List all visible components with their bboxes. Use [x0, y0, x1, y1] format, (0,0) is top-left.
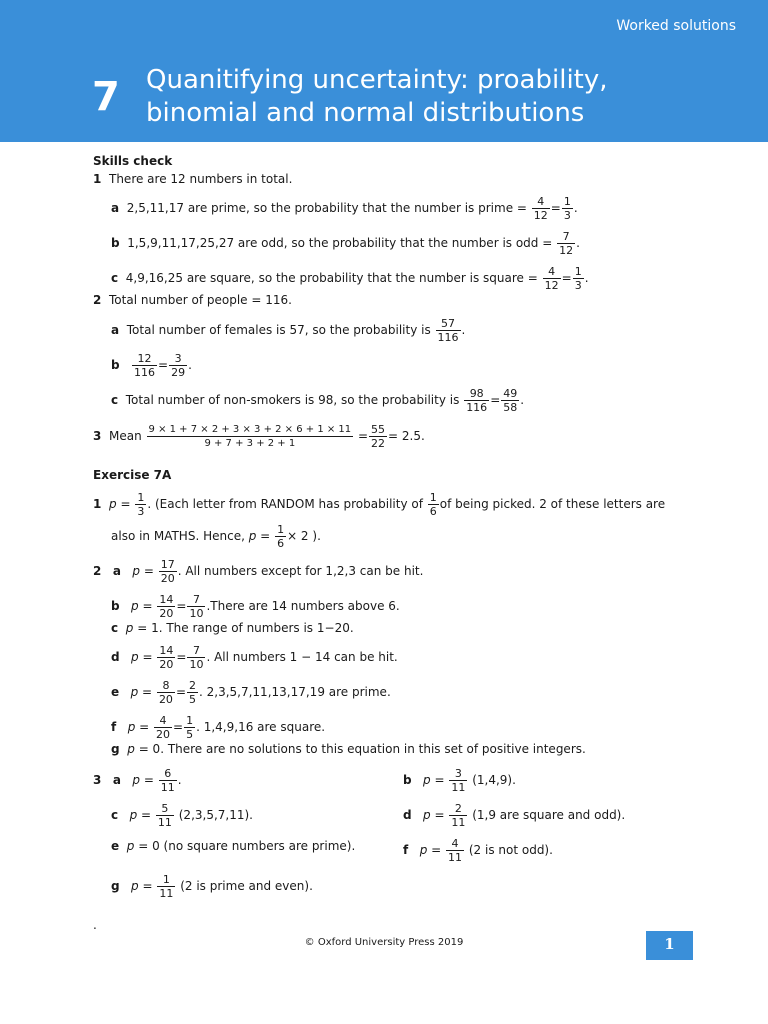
fraction: $\frac{14}{20}$	[159, 593, 174, 620]
ex-q3f: f p = $\frac{4}{11}$ (2 is not odd).	[403, 837, 553, 864]
fraction: $\frac{1}{6}$	[429, 491, 437, 518]
ex-q3e: e p = 0 (no square numbers are prime).	[111, 839, 356, 853]
ex-q1-line2: also in MATHS. Hence, p = $\frac{1}{6}$ × 2 ).	[111, 523, 321, 550]
fraction: $\frac{9 \times 1 + 7 \times 2 + 3 \times 3 + 2 \times 6 + 1 \times 11}{9 + 7 + 3 + 2 + 1}$	[148, 424, 352, 449]
fraction: $\frac{6}{11}$	[160, 767, 175, 794]
skills-q2b: b $\frac{12}{116}$ = $\frac{3}{29}$ .	[111, 352, 192, 379]
fraction: $\frac{7}{10}$	[189, 593, 204, 620]
header-banner	[0, 0, 768, 142]
skills-q2a: a Total number of females is 57, so the probability is $\frac{57}{116}$ .	[111, 317, 466, 344]
page-number: 1	[646, 931, 693, 960]
ex-q3b: b p = $\frac{3}{11}$ (1,4,9).	[403, 767, 516, 794]
ex-q2b: b p = $\frac{14}{20}$ = $\frac{7}{10}$ .There are 14 numbers above 6.	[111, 593, 400, 620]
fraction: $\frac{4}{11}$	[448, 837, 463, 864]
skills-q2: 2 Total number of people = 116.	[93, 293, 292, 307]
ex-q2e: e p = $\frac{8}{20}$ = $\frac{2}{5}$ . 2,3,5,7,11,13,17,19 are prime.	[111, 679, 391, 706]
ex-q3d: d p = $\frac{2}{11}$ (1,9 are square and odd).	[403, 802, 626, 829]
chapter-title	[146, 64, 608, 130]
fraction: $\frac{4}{20}$	[156, 714, 171, 741]
ex-q2d: d p = $\frac{14}{20}$ = $\frac{7}{10}$ . All numbers 1 − 14 can be hit.	[111, 644, 398, 671]
fraction: $\frac{12}{116}$	[134, 352, 156, 379]
fraction: $\frac{8}{20}$	[158, 679, 173, 706]
fraction: $\frac{5}{11}$	[157, 802, 172, 829]
fraction: $\frac{1}{5}$	[186, 714, 194, 741]
ex-q3g: g p = $\frac{1}{11}$ (2 is prime and even).	[111, 873, 313, 900]
fraction: $\frac{1}{3}$	[574, 265, 582, 292]
fraction: $\frac{3}{11}$	[451, 767, 466, 794]
chapter-number: 7	[92, 74, 120, 120]
skills-q1a: a 2,5,11,17 are prime, so the probability that the number is prime = $\frac{4}{12}$ = $\frac{1}{3}$ .	[111, 195, 578, 222]
fraction: $\frac{55}{22}$	[371, 423, 386, 450]
ex-q3c: c p = $\frac{5}{11}$ (2,3,5,7,11).	[111, 802, 253, 829]
ex-q3a: 3 a p = $\frac{6}{11}$ .	[93, 767, 182, 794]
chapter-title-line2: binomial and normal distributions	[146, 98, 585, 128]
skills-heading: Skills check	[93, 154, 173, 168]
fraction: $\frac{1}{3}$	[137, 491, 145, 518]
header-label: Worked solutions	[616, 18, 736, 34]
fraction: $\frac{57}{116}$	[437, 317, 459, 344]
ex-q2c: c p = 1. The range of numbers is 1−20.	[111, 621, 354, 635]
fraction: $\frac{2}{5}$	[189, 679, 196, 706]
fraction: $\frac{14}{20}$	[159, 644, 174, 671]
fraction: $\frac{98}{116}$	[466, 387, 488, 414]
ex-q1-line1: 1 p = $\frac{1}{3}$ . (Each letter from RANDOM has probability of $\frac{1}{6}$ of being picked. 2 of these letters are	[93, 491, 666, 518]
fraction: $\frac{2}{11}$	[451, 802, 466, 829]
skills-q1: 1 There are 12 numbers in total.	[93, 172, 293, 186]
fraction: $\frac{49}{58}$	[503, 387, 518, 414]
skills-q3: 3 Mean $\frac{9 \times 1 + 7 \times 2 + 3 \times 3 + 2 \times 6 + 1 \times 11}{9 + 7 + 3 + 2 + 1}$ = $\frac{55}{22}$ = 2.5.	[93, 423, 425, 450]
ex-q2f: f p = $\frac{4}{20}$ = $\frac{1}{5}$ . 1,4,9,16 are square.	[111, 714, 326, 741]
exercise-heading: Exercise 7A	[93, 468, 172, 482]
fraction: $\frac{4}{12}$	[544, 265, 559, 292]
fraction: $\frac{1}{11}$	[159, 873, 174, 900]
skills-q1c: c 4,9,16,25 are square, so the probability that the number is square = $\frac{4}{12}$ = $\frac{1}{3}$ .	[111, 265, 589, 292]
footer-copyright: © Oxford University Press 2019	[304, 937, 464, 948]
skills-q1b: b 1,5,9,11,17,25,27 are odd, so the probability that the number is odd = $\frac{7}{12}$ .	[111, 230, 580, 257]
fraction: $\frac{4}{12}$	[533, 195, 548, 222]
chapter-title-line1: Quanitifying uncertainty: proability,	[146, 65, 608, 95]
fraction: $\frac{1}{6}$	[277, 523, 285, 550]
fraction: $\frac{1}{3}$	[563, 195, 571, 222]
fraction: $\frac{7}{10}$	[189, 644, 204, 671]
fraction: $\frac{7}{12}$	[559, 230, 574, 257]
fraction: $\frac{17}{20}$	[160, 558, 175, 585]
skills-q2c: c Total number of non-smokers is 98, so the probability is $\frac{98}{116}$ = $\frac{49}{58}$ .	[111, 387, 525, 414]
ex-q2g: g p = 0. There are no solutions to this equation in this set of positive integers.	[111, 742, 586, 756]
fraction: $\frac{3}{29}$	[171, 352, 186, 379]
ex-q2a: 2 a p = $\frac{17}{20}$ . All numbers except for 1,2,3 can be hit.	[93, 558, 424, 585]
stray-dot: .	[93, 918, 97, 932]
